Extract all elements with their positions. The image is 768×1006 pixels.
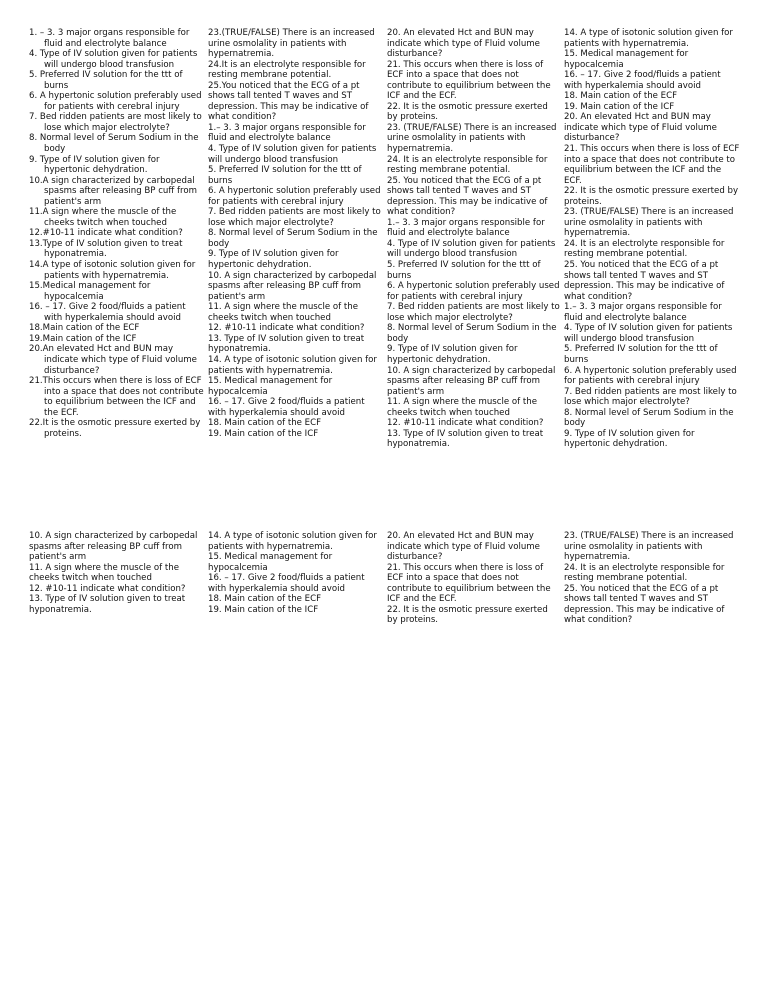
question-item: 1.– 3. 3 major organs responsible for fluid and electrolyte balance bbox=[208, 122, 366, 144]
question-item: 5. Preferred IV solution for the ttt of burns bbox=[564, 344, 718, 365]
question-item: 11.A sign where the muscle of the cheeks twitch when touched bbox=[29, 207, 177, 228]
question-item: 18. Main cation of the ECF bbox=[564, 91, 678, 102]
question-item: 23. (TRUE/FALSE) There is an increased urine osmolality in patients with hypernatremia. bbox=[564, 207, 734, 239]
question-item: 15. Medical management for hypocalcemia bbox=[208, 376, 333, 397]
question-item: 24.It is an electrolyte responsible for resting membrane potential. bbox=[208, 59, 366, 81]
question-item: 6. A hypertonic solution preferably used for patients with cerebral injury bbox=[29, 91, 202, 112]
question-item: 6. A hypertonic solution preferably used for patients with cerebral injury bbox=[387, 281, 560, 302]
question-item: 22. It is the osmotic pressure exerted by proteins. bbox=[387, 604, 548, 626]
question-item: 16. – 17. Give 2 food/fluids a patient with hyperkalemia should avoid bbox=[564, 70, 721, 91]
question-item: 15.Medical management for hypocalcemia bbox=[29, 281, 151, 302]
question-item: 14. A type of isotonic solution given for patients with hypernatremia. bbox=[208, 531, 377, 552]
question-item: 11. A sign where the muscle of the cheeks twitch when touched bbox=[208, 302, 359, 323]
question-item: 24. It is an electrolyte responsible for resting membrane potential. bbox=[564, 238, 725, 260]
question-item: 9. Type of IV solution given for hypertonic dehydration. bbox=[564, 428, 695, 450]
bottom-column-1 bbox=[29, 531, 204, 615]
question-item: 24. It is an electrolyte responsible for resting membrane potential. bbox=[387, 154, 548, 176]
question-item: 16. – 17. Give 2 food/fluids a patient with hyperkalemia should avoid bbox=[29, 302, 186, 323]
question-item: 24. It is an electrolyte responsible for resting membrane potential. bbox=[564, 562, 725, 584]
question-item: 20. An elevated Hct and BUN may indicate which type of Fluid volume disturbance? bbox=[387, 531, 540, 563]
question-item: 14. A type of isotonic solution given for patients with hypernatremia. bbox=[208, 354, 377, 376]
question-item: 20. An elevated Hct and BUN may indicate which type of Fluid volume disturbance? bbox=[387, 28, 540, 60]
question-item: 21. This occurs when there is loss of ECF into a space that does not contribute to equilibrium between the ICF and the ECF. bbox=[387, 562, 551, 605]
question-item: 7. Bed ridden patients are most likely to lose which major electrolyte? bbox=[208, 207, 381, 228]
question-item: 4. Type of IV solution given for patients will undergo blood transfusion bbox=[387, 238, 556, 260]
question-item: 23.(TRUE/FALSE) There is an increased urine osmolality in patients with hypernatremia. bbox=[208, 28, 375, 60]
question-item: 1.– 3. 3 major organs responsible for fluid and electrolyte balance bbox=[387, 217, 545, 239]
question-item: 13.Type of IV solution given to treat hyponatremia. bbox=[29, 238, 183, 260]
top-column-4 bbox=[564, 28, 740, 450]
question-item: 25. You noticed that the ECG of a pt shows tall tented T waves and ST depression. This may be indicative of what condition? bbox=[387, 175, 548, 218]
question-item: 7. Bed ridden patients are most likely to lose which major electrolyte? bbox=[564, 386, 737, 408]
question-item: 12. #10-11 indicate what condition? bbox=[208, 323, 365, 334]
question-item: 21.This occurs when there is loss of ECF into a space that does not contribute to equilibrium between the ICF and the ECF. bbox=[29, 376, 204, 418]
question-item: 16. – 17. Give 2 food/fluids a patient with hyperkalemia should avoid bbox=[208, 397, 365, 418]
question-item: 8. Normal level of Serum Sodium in the body bbox=[387, 323, 557, 344]
question-item: 19. Main cation of the ICF bbox=[208, 428, 319, 439]
question-item: 10. A sign characterized by carbopedal spasms after releasing BP cuff from patient's arm bbox=[208, 270, 377, 302]
bottom-column-4 bbox=[564, 531, 740, 626]
question-item: 7. Bed ridden patients are most likely to lose which major electrolyte? bbox=[29, 112, 202, 133]
question-item: 20. An elevated Hct and BUN may indicate which type of Fluid volume disturbance? bbox=[564, 112, 717, 144]
question-item: 5. Preferred IV solution for the ttt of burns bbox=[208, 165, 362, 186]
question-item: 21. This occurs when there is loss of ECF into a space that does not contribute to equilibrium between the ICF and the ECF. bbox=[387, 59, 551, 102]
top-column-2-flat-block bbox=[208, 123, 381, 439]
question-item: 8. Normal level of Serum Sodium in the body bbox=[29, 133, 199, 155]
top-column-1 bbox=[29, 28, 204, 439]
question-item: 19. Main cation of the ICF bbox=[564, 101, 675, 112]
question-item: 20.An elevated Hct and BUN may indicate which type of Fluid volume disturbance? bbox=[29, 344, 197, 376]
question-item: 7. Bed ridden patients are most likely to lose which major electrolyte? bbox=[387, 302, 560, 323]
question-item: 22.It is the osmotic pressure exerted by proteins. bbox=[29, 418, 201, 439]
question-item: 25. You noticed that the ECG of a pt shows tall tented T waves and ST depression. This may be indicative of what condition? bbox=[564, 260, 725, 302]
question-item: 4. Type of IV solution given for patients will undergo blood transfusion bbox=[208, 144, 377, 165]
question-item: 10. A sign characterized by carbopedal spasms after releasing BP cuff from patient's arm bbox=[29, 531, 198, 563]
question-item: 13. Type of IV solution given to treat hyponatremia. bbox=[387, 428, 544, 450]
question-item: 11. A sign where the muscle of the cheeks twitch when touched bbox=[387, 397, 538, 418]
question-item: 8. Normal level of Serum Sodium in the body bbox=[208, 228, 378, 249]
question-item: 15. Medical management for hypocalcemia bbox=[564, 49, 689, 70]
top-column-2-indented-block bbox=[208, 28, 381, 123]
bottom-column-2 bbox=[208, 531, 381, 615]
question-item: 12. #10-11 indicate what condition? bbox=[387, 418, 544, 429]
question-item: 8. Normal level of Serum Sodium in the body bbox=[564, 407, 734, 429]
question-item: 4. Type of IV solution given for patients will undergo blood transfusion bbox=[564, 323, 733, 344]
question-item: 12. #10-11 indicate what condition? bbox=[29, 583, 186, 594]
question-item: 25. You noticed that the ECG of a pt shows tall tented T waves and ST depression. This may be indicative of what condition? bbox=[564, 583, 725, 626]
question-item: 15. Medical management for hypocalcemia bbox=[208, 552, 333, 573]
question-item: 19.Main cation of the ICF bbox=[29, 333, 137, 344]
question-item: 10. A sign characterized by carbopedal spasms after releasing BP cuff from patient's arm bbox=[387, 365, 556, 397]
question-item: 9. Type of IV solution given for hypertonic dehydration. bbox=[29, 154, 160, 176]
question-item: 5. Preferred IV solution for the ttt of burns bbox=[29, 70, 183, 91]
question-item: 13. Type of IV solution given to treat hyponatremia. bbox=[29, 594, 186, 615]
question-item: 1. – 3. 3 major organs responsible for fluid and electrolyte balance bbox=[29, 28, 190, 49]
question-item: 23. (TRUE/FALSE) There is an increased urine osmolality in patients with hypernatremia. bbox=[387, 122, 557, 155]
question-item: 12.#10-11 indicate what condition? bbox=[29, 228, 183, 239]
question-item: 1.– 3. 3 major organs responsible for fluid and electrolyte balance bbox=[564, 302, 722, 323]
question-item: 22. It is the osmotic pressure exerted by proteins. bbox=[387, 101, 548, 123]
question-item: 18.Main cation of the ECF bbox=[29, 323, 140, 334]
question-item: 6. A hypertonic solution preferably used for patients with cerebral injury bbox=[208, 186, 381, 207]
question-item: 13. Type of IV solution given to treat hyponatremia. bbox=[208, 333, 365, 355]
top-column-3 bbox=[387, 28, 560, 450]
question-item: 11. A sign where the muscle of the cheeks twitch when touched bbox=[29, 562, 180, 584]
question-item: 23. (TRUE/FALSE) There is an increased urine osmolality in patients with hypernatremia. bbox=[564, 531, 734, 563]
question-item: 21. This occurs when there is loss of ECF into a space that does not contribute to equilibrium between the ICF and the ECF. bbox=[564, 144, 740, 186]
question-item: 14. A type of isotonic solution given for patients with hypernatremia. bbox=[564, 28, 733, 49]
question-item: 9. Type of IV solution given for hypertonic dehydration. bbox=[208, 249, 339, 271]
question-item: 10.A sign characterized by carbopedal spasms after releasing BP cuff from patient's arm bbox=[29, 175, 198, 207]
question-item: 18. Main cation of the ECF bbox=[208, 594, 322, 605]
bottom-column-3 bbox=[387, 531, 560, 626]
question-item: 18. Main cation of the ECF bbox=[208, 418, 322, 429]
question-item: 19. Main cation of the ICF bbox=[208, 604, 319, 615]
question-item: 22. It is the osmotic pressure exerted by proteins. bbox=[564, 186, 739, 207]
question-item: 16. – 17. Give 2 food/fluids a patient with hyperkalemia should avoid bbox=[208, 573, 365, 594]
top-column-2 bbox=[208, 28, 381, 439]
question-item: 5. Preferred IV solution for the ttt of burns bbox=[387, 260, 541, 281]
question-item: 4. Type of IV solution given for patients will undergo blood transfusion bbox=[29, 49, 198, 70]
question-item: 6. A hypertonic solution preferably used for patients with cerebral injury bbox=[564, 365, 737, 387]
question-item: 25.You noticed that the ECG of a pt shows tall tented T waves and ST depression. This may be indicative of what condition? bbox=[208, 80, 369, 123]
question-item: 14.A type of isotonic solution given for patients with hypernatremia. bbox=[29, 260, 196, 281]
question-item: 9. Type of IV solution given for hypertonic dehydration. bbox=[387, 344, 518, 365]
